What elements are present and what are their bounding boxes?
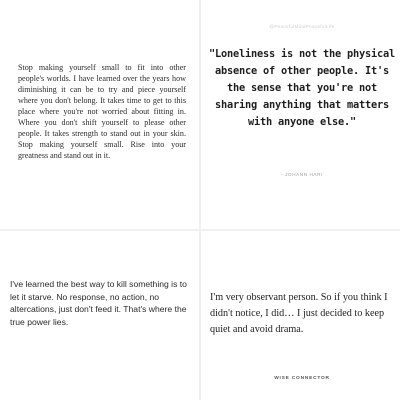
source-handle: @PeacefulMindPeacefulLife (269, 24, 335, 29)
quote-tile-small-self[interactable] (0, 0, 196, 226)
quote-text: Stop making yourself small to fit into other people's worlds. I have learned over the years how diminishing it can be to try and piece yourself where you don't belong. It takes time to get to this place where you're not worried about fitting in. Where you don't shift yourself to please other people. It takes strength to stand out in your skin. Stop making yourself small. Rise into your greatness and stand out in it. (18, 63, 186, 160)
quote-text: "Loneliness is not the physical absence of other people. It's the sense that you're not sharing anything that matters with anyone else." (209, 48, 395, 128)
quote-author: - JOHANN HARI (281, 172, 323, 177)
grid-divider-horizontal (0, 229, 400, 231)
quote-tile-observant[interactable] (204, 234, 400, 400)
quote-text: I've learned the best way to kill something is to let it starve. No response, no action, no altercations, just don't feed it. That's where the true power lies. (10, 279, 187, 327)
quote-text: I'm very observant person. So if you think I didn't notice, I did… I just decided to keep quiet and avoid drama. (210, 292, 388, 335)
grid-divider-vertical (199, 0, 201, 400)
quote-tile-starve[interactable] (0, 234, 196, 400)
quote-tile-loneliness[interactable] (204, 0, 400, 226)
brand-label: WISE CONNECTOR (274, 376, 330, 381)
